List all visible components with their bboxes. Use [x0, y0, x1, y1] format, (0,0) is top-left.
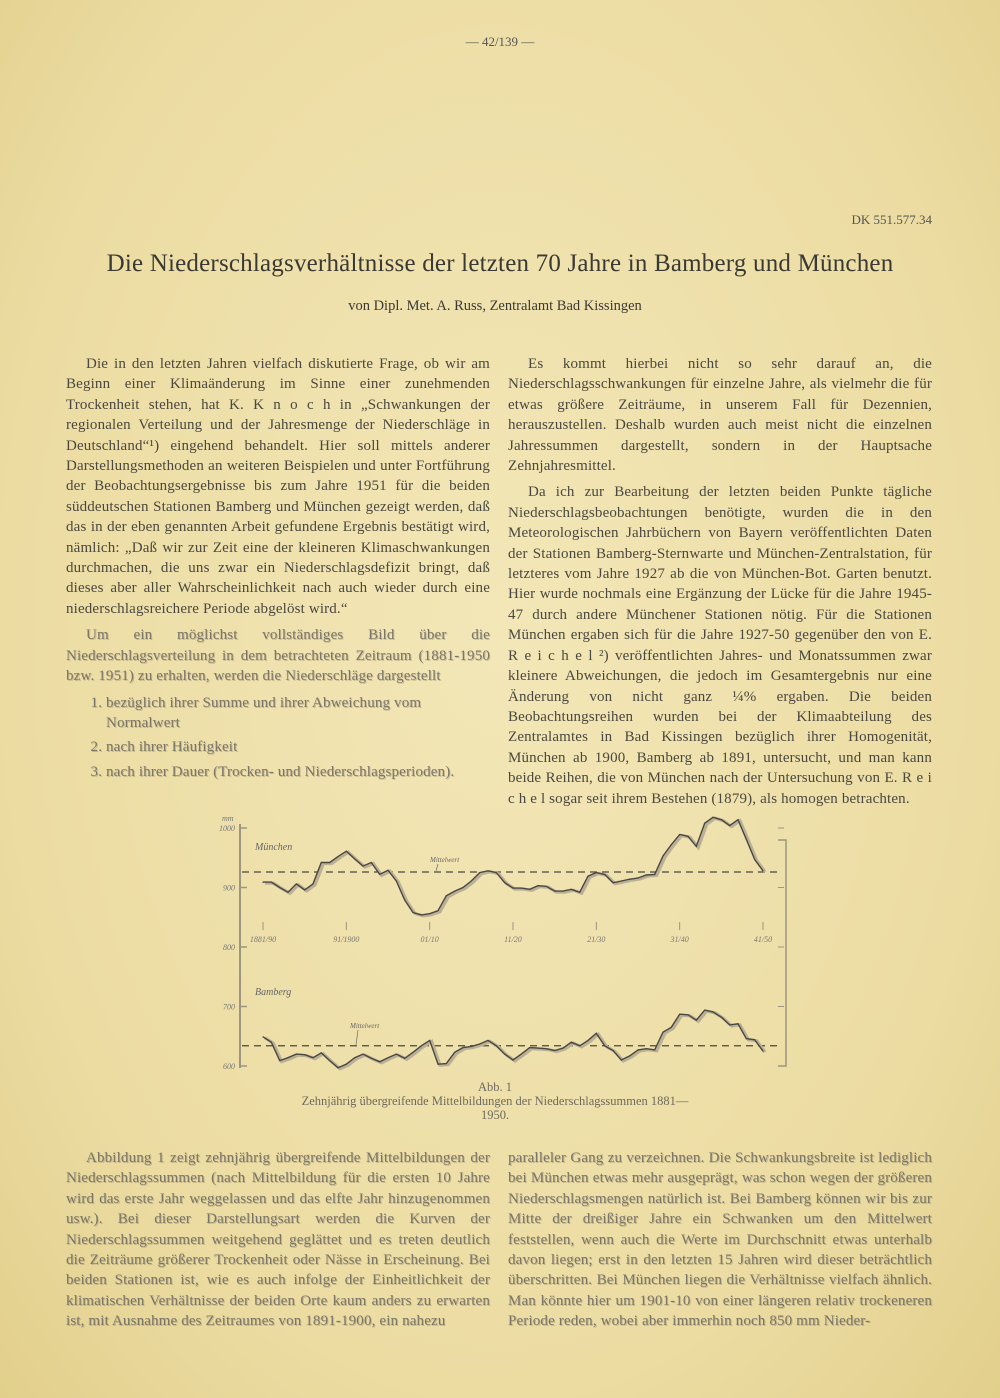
data-point	[362, 865, 363, 866]
data-point	[654, 874, 655, 875]
y-tick-label: 900	[223, 883, 235, 893]
data-point	[512, 887, 513, 888]
series-line-münchen	[263, 817, 763, 915]
data-point	[412, 912, 413, 913]
data-point	[379, 1061, 380, 1062]
data-point	[429, 913, 430, 914]
list-item: 2. nach ihrer Häufigkeit	[106, 737, 490, 757]
data-point	[562, 890, 563, 891]
classification-code: DK 551.577.34	[851, 212, 932, 227]
x-tick-label: 11/20	[504, 935, 522, 944]
data-point	[621, 1059, 622, 1060]
mean-leader	[356, 1030, 358, 1045]
data-point	[421, 914, 422, 915]
list-item: 3. nach ihrer Dauer (Trocken- und Niederschlagsperioden).	[106, 762, 490, 782]
y-tick-label: 800	[223, 943, 235, 952]
data-point	[454, 890, 455, 891]
data-point	[312, 883, 313, 884]
paragraph: Es kommt hierbei nicht so sehr darauf an, die Niederschlagsschwankungen für einzelne Jahre, als vielmehr die für etwas größere Zeiträume, in unserem Fall für Dezennien, herauszustellen. Deshalb wurden auch meist nicht die einzelnen Jahressummen dargestellt, sondern in der Hauptsache Zehnjahresmittel.	[508, 356, 932, 475]
data-point	[612, 1050, 613, 1051]
data-point	[429, 1040, 430, 1041]
bottom-right-column	[508, 1148, 932, 1338]
data-point	[554, 1050, 555, 1051]
bottom-left-column	[66, 1148, 490, 1338]
y-tick-label: 600	[223, 1062, 235, 1071]
paragraph: Um ein möglichst vollständiges Bild über die Niederschlagsverteilung in dem betrachteten Zeitraum (1881-1950 bzw. 1951) zu erhalten, werden die Niederschläge dargestellt	[66, 627, 490, 685]
figure-label: Abb. 1	[477, 1080, 513, 1094]
data-point	[404, 1058, 405, 1059]
data-point	[446, 895, 447, 896]
data-point	[696, 1020, 697, 1021]
data-point	[604, 1045, 605, 1046]
left-column	[66, 354, 490, 786]
method-list	[66, 693, 490, 783]
data-point	[579, 892, 580, 893]
data-point	[346, 1064, 347, 1065]
data-point	[321, 862, 322, 863]
data-point	[387, 1057, 388, 1058]
data-point	[521, 887, 522, 888]
data-point	[654, 1049, 655, 1050]
data-point	[629, 879, 630, 880]
data-point	[562, 1048, 563, 1049]
data-point	[304, 1054, 305, 1055]
data-point	[571, 1042, 572, 1043]
data-point	[454, 1052, 455, 1053]
data-point	[537, 1048, 538, 1049]
data-point	[412, 1052, 413, 1053]
data-point	[754, 859, 755, 860]
mean-label: Mittelwert	[350, 1022, 380, 1030]
data-point	[646, 874, 647, 875]
data-point	[637, 1049, 638, 1050]
data-point	[337, 1067, 338, 1068]
y-tick-label: 1000	[219, 824, 235, 833]
data-point	[262, 882, 263, 883]
data-point	[596, 1033, 597, 1034]
data-point	[396, 880, 397, 881]
data-point	[737, 1023, 738, 1024]
series-label: Bamberg	[255, 987, 292, 998]
series-shadow	[265, 818, 765, 916]
series-shadow	[265, 1011, 765, 1069]
data-point	[262, 1036, 263, 1037]
data-point	[762, 1051, 763, 1052]
right-bracket	[778, 840, 786, 1066]
data-point	[504, 1054, 505, 1055]
data-point	[554, 890, 555, 891]
list-item: 1. bezüglich ihrer Summe und ihrer Abweichung vom Normalwert	[106, 693, 490, 734]
paragraph: Die in den letzten Jahren vielfach diskutierte Frage, ob wir am Beginn einer Klimaänderung im Sinne einer zunehmenden Trockenheit stehen, hat K. K n o c h in „Schwankungen der regionalen Verteilung und der Jahresmenge der Niederschläge in Deutschland“¹) eingehend behandelt. Hier soll mittels anderer Darstellungsmethoden an weiteren Beispielen und unter Fortführung der Beobachtungsergebnisse bis zum Jahre 1951 für die beiden süddeutschen Stationen Bamberg und München gezeigt werden, daß das in der eben genannten Arbeit gefundene Ergebnis bestätigt wird, nämlich: „Daß wir zur Zeit eine der kleineren Klimaschwankungen durchmachen, die uns zwar ein Niederschlagsdefizit bringt, daß dieses aber aller Wahrscheinlichkeit nach auch wieder durch eine niederschlagsreichere Periode abgelöst wird.“	[66, 356, 490, 617]
data-point	[271, 882, 272, 883]
data-point	[421, 1045, 422, 1046]
data-point	[279, 1060, 280, 1061]
data-point	[462, 887, 463, 888]
x-tick-label: 21/30	[587, 935, 606, 944]
data-point	[312, 1057, 313, 1058]
data-point	[479, 872, 480, 873]
data-point	[671, 1027, 672, 1028]
data-point	[521, 1054, 522, 1055]
data-point	[379, 874, 380, 875]
data-point	[271, 1042, 272, 1043]
data-point	[604, 874, 605, 875]
data-point	[329, 1060, 330, 1061]
data-point	[321, 1052, 322, 1053]
data-point	[587, 876, 588, 877]
data-point	[471, 880, 472, 881]
data-point	[729, 825, 730, 826]
data-point	[546, 1048, 547, 1049]
y-axis-unit: mm	[222, 814, 234, 823]
data-point	[371, 1058, 372, 1059]
data-point	[504, 882, 505, 883]
data-point	[329, 862, 330, 863]
data-point	[354, 858, 355, 859]
data-point	[637, 877, 638, 878]
data-point	[496, 1045, 497, 1046]
data-point	[404, 899, 405, 900]
data-point	[487, 870, 488, 871]
data-point	[479, 1043, 480, 1044]
data-point	[496, 872, 497, 873]
data-point	[487, 1040, 488, 1041]
series-line-bamberg	[263, 1010, 763, 1068]
x-tick-label: 91/1900	[333, 935, 360, 944]
data-point	[754, 1039, 755, 1040]
data-point	[346, 851, 347, 852]
data-point	[746, 839, 747, 840]
data-point	[662, 855, 663, 856]
data-point	[437, 910, 438, 911]
data-point	[287, 892, 288, 893]
data-point	[354, 1057, 355, 1058]
data-point	[396, 1054, 397, 1055]
x-tick-label: 31/40	[670, 935, 689, 944]
data-point	[704, 1009, 705, 1010]
data-point	[362, 1054, 363, 1055]
x-tick-label: 41/50	[753, 935, 773, 944]
data-point	[529, 889, 530, 890]
data-point	[679, 1014, 680, 1015]
data-point	[704, 823, 705, 824]
paragraph: Da ich zur Bearbeitung der letzten beiden Punkte tägliche Niederschlagsbeobachtungen benötigte, wurden die in den Meteorologischen Jahrbüchern von Bayern veröffentlichten Daten der Stationen Bamberg-Sternwarte und München-Zentralstation, für letzteres vom Jahre 1927 ab die von München-Bot. Garten benutzt. Hier wurde nochmals eine Ergänzung der Lücke für die Jahre 1945-47 durch andere Münchener Stationen nötig. Für die Stationen München ergaben sich für die Jahre 1927-50 gegenüber den von E. R e i c h e l ²) veröffentlichten Jahres- und Monatssummen zwar kleinere Abweichungen, die jedoch im Gesamtergebnis nur eine Änderung von nicht ganz ¼% ergaben. Die beiden Beobachtungsreihen wurden bei der Klimaabteilung des Zentralamtes in Bad Kissingen bezüglich ihrer Homogenität, München ab 1900, Bamberg ab 1891, untersucht, und man kann beide Reihen, die von München nach der Untersuchung von E. R e i c h e l sogar seit ihrem Bestehen (1879), als homogen betrachten.	[508, 484, 932, 807]
data-point	[546, 886, 547, 887]
data-point	[446, 1063, 447, 1064]
data-point	[387, 870, 388, 871]
author-line: von Dipl. Met. A. Russ, Zentralamt Bad Kissingen	[348, 298, 642, 314]
data-point	[762, 870, 763, 871]
data-point	[437, 1064, 438, 1065]
paragraph: paralleler Gang zu verzeichnen. Die Schwankungsbreite ist lediglich bei München etwas mehr ausgeprägt, was schon wegen der größeren Niederschlagsmengen natürlich ist. Bei Bamberg können wir bis zur Mitte der dreißiger Jahre ein Schwanken um den Mittelwert feststellen, wenn auch die Werte im Durchschnitt etwas unterhalb davon liegen; erst in den letzten 15 Jahren wird dieser beträchtlich überschritten. Bei München liegen die Verhältnisse vielfach ähnlich. Man könnte hier um 1901-10 von einer längeren relativ trockeneren Periode reden, wobei aber immerhin noch 850 mm Nieder-	[508, 1150, 932, 1330]
data-point	[296, 883, 297, 884]
figure-caption	[250, 1080, 740, 1122]
data-point	[462, 1047, 463, 1048]
precipitation-chart	[200, 810, 800, 1085]
data-point	[612, 882, 613, 883]
data-point	[304, 889, 305, 890]
data-point	[279, 887, 280, 888]
data-point	[712, 817, 713, 818]
data-point	[287, 1057, 288, 1058]
paragraph: Abbildung 1 zeigt zehnjährig übergreifende Mittelbildungen der Niederschlagssummen (nach Mittelbildung für die ersten 10 Jahre wird das erste Jahr weggelassen und das elfte Jahr hinzugenommen usw.). Bei dieser Darstellungsart werden die Kurven der Niederschlagssummen weitgehend geglättet und es treten deutlich die Zeiträume größerer Trockenheit oder Nässe in Erscheinung. Bei beiden Stationen ist, wie es auch infolge der Einheitlichkeit der klimatischen Verhältnisse der beiden Orte kaum anders zu erwarten ist, mit Ausnahme des Zeitraumes von 1891-1900, ein nahezu	[66, 1150, 490, 1330]
data-point	[662, 1031, 663, 1032]
mean-label: Mittelwert	[430, 856, 460, 864]
x-tick-label: 1881/90	[249, 935, 277, 944]
data-point	[696, 846, 697, 847]
article-title: Die Niederschlagsverhältnisse der letzten 70 Jahre in Bamberg und München	[106, 250, 894, 277]
data-point	[579, 1045, 580, 1046]
data-point	[471, 1046, 472, 1047]
figure-caption-text: Zehnjährig übergreifende Mittelbildungen der Niederschlagssummen 1881—1950.	[301, 1094, 689, 1122]
data-point	[537, 885, 538, 886]
data-point	[737, 819, 738, 820]
data-point	[587, 1040, 588, 1041]
page-number: — 42/139 —	[465, 34, 535, 49]
data-point	[712, 1011, 713, 1012]
data-point	[646, 1048, 647, 1049]
right-column	[508, 354, 932, 815]
data-point	[671, 844, 672, 845]
series-label: München	[255, 842, 293, 853]
data-point	[721, 1017, 722, 1018]
data-point	[687, 836, 688, 837]
data-point	[512, 1059, 513, 1060]
x-tick-label: 01/10	[420, 935, 439, 944]
data-point	[529, 1047, 530, 1048]
data-point	[746, 1038, 747, 1039]
data-point	[371, 862, 372, 863]
data-point	[679, 834, 680, 835]
y-tick-label: 700	[223, 1002, 235, 1012]
mean-leader	[436, 864, 438, 871]
data-point	[721, 819, 722, 820]
data-point	[296, 1054, 297, 1055]
data-point	[571, 889, 572, 890]
data-point	[621, 880, 622, 881]
data-point	[337, 856, 338, 857]
data-point	[729, 1024, 730, 1025]
data-point	[596, 872, 597, 873]
data-point	[629, 1055, 630, 1056]
data-point	[687, 1014, 688, 1015]
